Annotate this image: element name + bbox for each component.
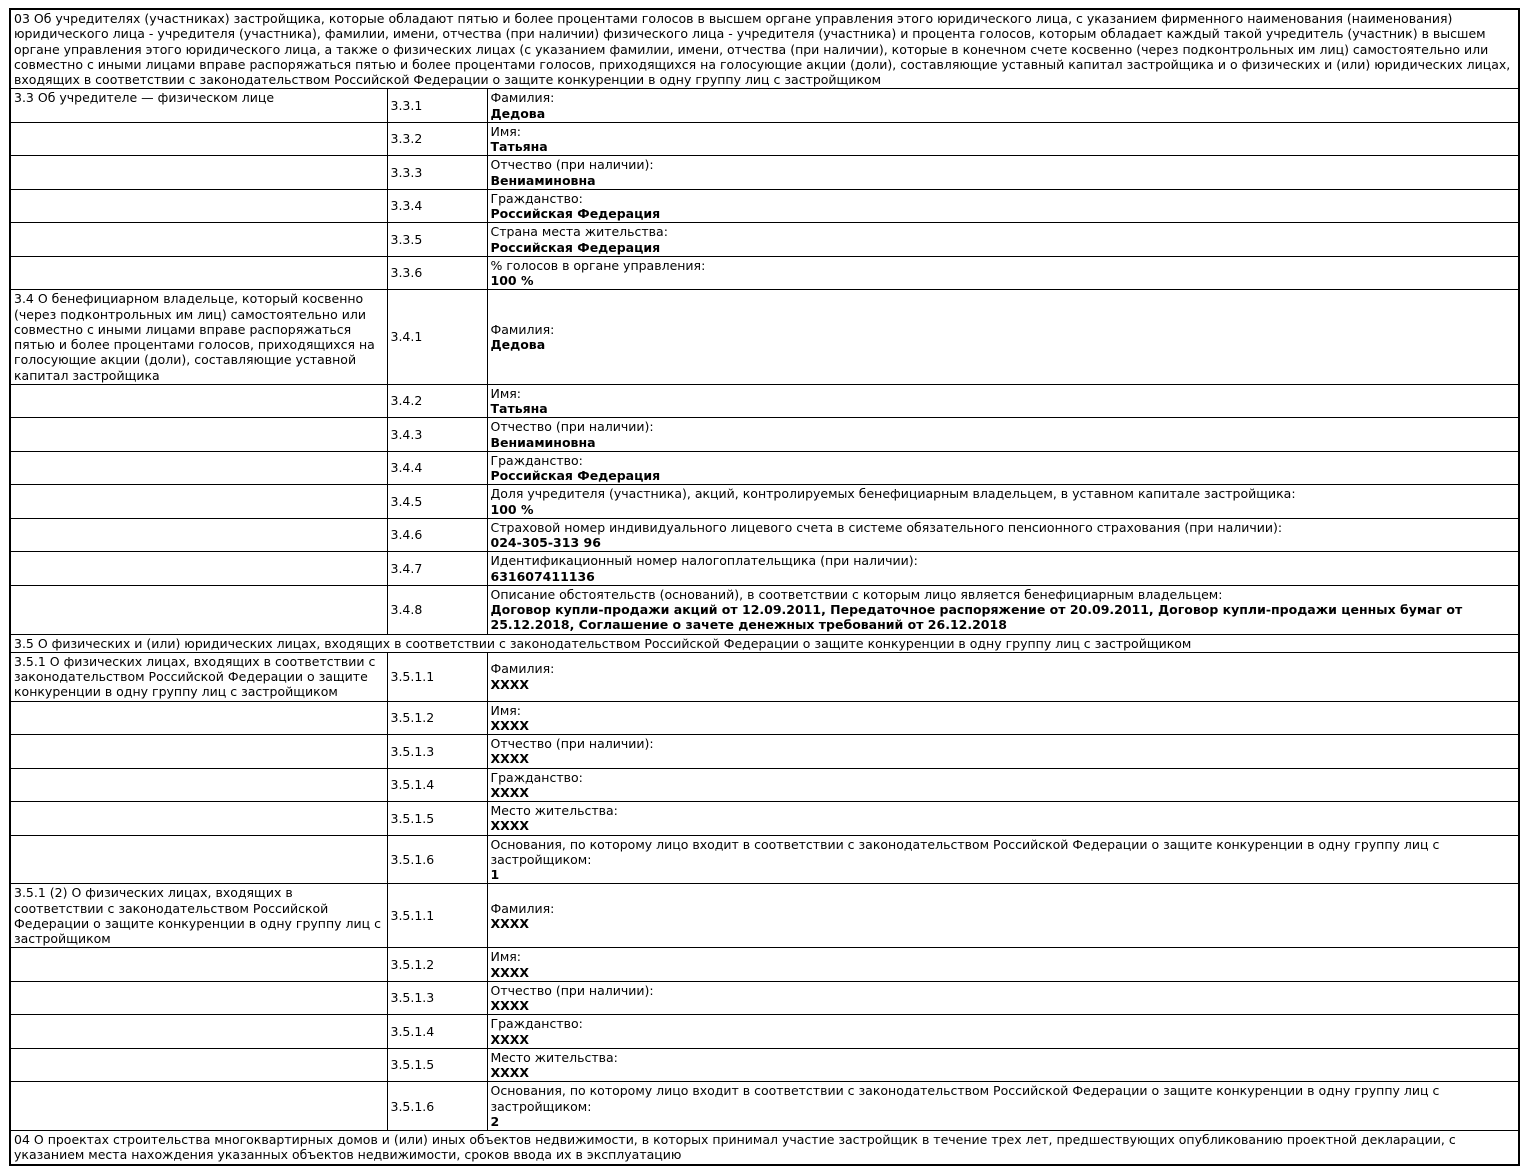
field-cell: [487, 585, 1519, 634]
field-cell: [487, 735, 1519, 769]
table-row: [10, 122, 1519, 156]
field-label: Гражданство:: [490, 769, 583, 785]
group-title-cell: [10, 701, 387, 735]
group-title-cell: [10, 256, 387, 290]
section-heading-text: 03 Об учредителях (участниках) застройщика, которые обладают пятью и более процентами голосов в высшем органе управления этого юридического лица, с указанием фирменного наименования (наименования) юридического лица - учредителя (участника), фамилии, имени, отчества (при наличии) физического лица - учредителя (участника) и процента голосов, которым обладает каждый такой учредитель (участник) в высшем органе управления этого юридического лица, а также о физических лицах (с указанием фамилии, имени, отчества (при наличии), которые в конечном счете косвенно (через подконтрольных им лиц) самостоятельно или совместно с иными лицами вправе распоряжаться пятью и более процентами голосов, приходящихся на голосующие акции (доли), составляющие уставный капитал застройщика и о физических и (или) юридических лицах, входящих в соответствии с законодательством Российской Федерации о защите конкуренции в одну группу лиц с застройщиком: [10, 9, 1519, 89]
field-value: 100 %: [490, 501, 534, 517]
table-row: [10, 485, 1519, 519]
item-code-cell: 3.4.2: [387, 384, 487, 418]
item-code-cell: 3.5.1.3: [387, 735, 487, 769]
group-title-cell: [10, 518, 387, 552]
field-cell: [487, 290, 1519, 385]
item-code-cell: 3.3.1: [387, 89, 487, 123]
field-cell: [487, 451, 1519, 485]
field-value: XXXX: [490, 998, 530, 1013]
group-title-cell: [10, 835, 387, 884]
field-cell: [487, 223, 1519, 257]
item-code-cell: 3.5.1.1: [387, 652, 487, 701]
table-row: [10, 802, 1519, 836]
field-cell: [487, 384, 1519, 418]
field-label: Имя:: [490, 385, 522, 401]
table-row: [10, 418, 1519, 452]
field-value: 631607411136: [490, 568, 595, 584]
table-body: [10, 9, 1519, 1165]
field-label: Гражданство:: [490, 1016, 583, 1032]
field-cell: [487, 835, 1519, 884]
field-value: 024-305-313 96: [490, 535, 601, 550]
group-title-cell: [10, 384, 387, 418]
table-row: [10, 768, 1519, 802]
section-heading-text: 04 О проектах строительства многоквартирных домов и (или) иных объектов недвижимости, в которых принимал участие застройщик в течение трех лет, предшествующих опубликованию проектной декларации, с указанием места нахождения указанных объектов недвижимости, сроков ввода их в эксплуатацию: [10, 1131, 1519, 1165]
table-row: [10, 223, 1519, 257]
group-title-cell: [10, 1048, 387, 1082]
field-cell: [487, 89, 1519, 123]
field-value: Российская Федерация: [490, 468, 661, 483]
field-label: Место жительства:: [490, 803, 618, 818]
group-title-cell: 3.4 О бенефициарном владельце, который косвенно (через подконтрольных им лиц) самостоятельно или совместно с иными лицами вправе распоряжаться пятью и более процентами голосов, приходящихся на голосующие акции (доли), составляющие уставной капитал застройщика: [10, 290, 387, 385]
field-label: Основания, по которому лицо входит в соответствии с законодательством Российской Федерации о защите конкуренции в одну группу лиц с застройщиком:: [490, 1083, 1440, 1114]
field-cell: [487, 768, 1519, 802]
item-code-cell: 3.4.5: [387, 485, 487, 519]
item-code-cell: 3.4.3: [387, 418, 487, 452]
field-cell: [487, 802, 1519, 836]
item-code-cell: 3.5.1.2: [387, 948, 487, 982]
field-label: Доля учредителя (участника), акций, контролируемых бенефициарным владельцем, в уставном капитале застройщика:: [490, 486, 1296, 502]
field-label: Фамилия:: [490, 900, 555, 916]
group-title-cell: [10, 485, 387, 519]
field-label: Страховой номер индивидуального лицевого счета в системе обязательного пенсионного страхования (при наличии):: [490, 519, 1283, 535]
table-row: [10, 835, 1519, 884]
section-row: [10, 634, 1519, 652]
table-row: [10, 884, 1519, 948]
field-value: Дедова: [490, 337, 546, 352]
field-cell: [487, 1082, 1519, 1131]
table-row: [10, 585, 1519, 634]
item-code-cell: 3.5.1.1: [387, 884, 487, 948]
field-cell: [487, 981, 1519, 1015]
field-cell: [487, 418, 1519, 452]
field-value: Татьяна: [490, 139, 548, 154]
item-code-cell: 3.5.1.2: [387, 701, 487, 735]
field-value: XXXX: [490, 784, 530, 800]
field-label: Имя:: [490, 949, 522, 965]
item-code-cell: 3.5.1.4: [387, 768, 487, 802]
table-row: [10, 384, 1519, 418]
group-title-cell: [10, 156, 387, 190]
field-value: Дедова: [490, 105, 546, 121]
field-cell: [487, 701, 1519, 735]
item-code-cell: 3.3.2: [387, 122, 487, 156]
section-heading-text: 3.5 О физических и (или) юридических лицах, входящих в соответствии с законодательством Российской Федерации о защите конкуренции в одну группу лиц с застройщиком: [10, 634, 1519, 652]
item-code-cell: 3.5.1.5: [387, 1048, 487, 1082]
field-value: Вениаминовна: [490, 172, 596, 188]
group-title-cell: [10, 981, 387, 1015]
field-value: XXXX: [490, 1065, 530, 1080]
field-cell: [487, 884, 1519, 948]
group-title-cell: [10, 418, 387, 452]
group-title-cell: 3.5.1 (2) О физических лицах, входящих в соответствии с законодательством Российской Федерации о защите конкуренции в одну группу лиц с застройщиком: [10, 884, 387, 948]
item-code-cell: 3.3.3: [387, 156, 487, 190]
group-title-cell: [10, 122, 387, 156]
item-code-cell: 3.4.8: [387, 585, 487, 634]
group-title-cell: [10, 948, 387, 982]
field-label: Фамилия:: [490, 90, 555, 106]
field-label: Отчество (при наличии):: [490, 982, 654, 998]
field-value: 2: [490, 1113, 500, 1129]
field-label: Основания, по которому лицо входит в соответствии с законодательством Российской Федерации о защите конкуренции в одну группу лиц с застройщиком:: [490, 836, 1440, 867]
group-title-cell: 3.5.1 О физических лицах, входящих в соответствии с законодательством Российской Федерации о защите конкуренции в одну группу лиц с застройщиком: [10, 652, 387, 701]
item-code-cell: 3.5.1.6: [387, 835, 487, 884]
group-title-cell: [10, 451, 387, 485]
table-row: [10, 1082, 1519, 1131]
group-title-cell: [10, 768, 387, 802]
group-title-cell: [10, 223, 387, 257]
field-cell: [487, 552, 1519, 586]
table-row: [10, 451, 1519, 485]
group-title-cell: [10, 735, 387, 769]
field-value: Российская Федерация: [490, 239, 661, 255]
group-title-cell: [10, 189, 387, 223]
field-label: Фамилия:: [490, 321, 555, 337]
field-label: % голосов в органе управления:: [490, 257, 706, 273]
field-value: Договор купли-продажи акций от 12.09.2011, Передаточное распоряжение от 20.09.2011, Договор купли-продажи ценных бумаг от 25.12.2018, Соглашение о зачете денежных требований от 26.12.2018: [490, 602, 1463, 633]
field-cell: [487, 518, 1519, 552]
table-row: [10, 156, 1519, 190]
field-label: Гражданство:: [490, 190, 583, 206]
field-cell: [487, 1015, 1519, 1049]
item-code-cell: 3.4.1: [387, 290, 487, 385]
table-row: [10, 1015, 1519, 1049]
field-cell: [487, 156, 1519, 190]
declaration-table: [9, 8, 1520, 1166]
item-code-cell: 3.4.7: [387, 552, 487, 586]
section-row: [10, 9, 1519, 89]
item-code-cell: 3.3.6: [387, 256, 487, 290]
field-cell: [487, 652, 1519, 701]
group-title-cell: [10, 1082, 387, 1131]
field-cell: [487, 948, 1519, 982]
item-code-cell: 3.4.6: [387, 518, 487, 552]
field-value: XXXX: [490, 1031, 530, 1047]
table-row: [10, 981, 1519, 1015]
field-cell: [487, 189, 1519, 223]
field-value: Российская Федерация: [490, 206, 661, 221]
field-value: XXXX: [490, 751, 530, 767]
table-row: [10, 948, 1519, 982]
field-value: Вениаминовна: [490, 434, 596, 450]
field-value: 100 %: [490, 273, 534, 288]
field-label: Место жительства:: [490, 1049, 618, 1065]
field-label: Имя:: [490, 123, 522, 139]
item-code-cell: 3.5.1.4: [387, 1015, 487, 1049]
field-value: XXXX: [490, 964, 530, 980]
table-row: [10, 89, 1519, 123]
field-value: XXXX: [490, 676, 530, 692]
field-value: XXXX: [490, 915, 530, 931]
table-row: [10, 701, 1519, 735]
field-cell: [487, 256, 1519, 290]
field-label: Отчество (при наличии):: [490, 419, 654, 435]
item-code-cell: 3.5.1.3: [387, 981, 487, 1015]
group-title-cell: [10, 1015, 387, 1049]
field-value: XXXX: [490, 717, 530, 733]
field-value: XXXX: [490, 818, 530, 834]
field-label: Имя:: [490, 702, 522, 718]
field-label: Идентификационный номер налогоплательщика (при наличии):: [490, 553, 918, 569]
section-row: [10, 1131, 1519, 1165]
field-cell: [487, 122, 1519, 156]
field-label: Описание обстоятельств (оснований), в соответствии с которым лицо является бенефициарным владельцем:: [490, 586, 1223, 602]
field-label: Гражданство:: [490, 452, 583, 468]
field-label: Страна места жительства:: [490, 224, 668, 240]
table-row: [10, 518, 1519, 552]
table-row: [10, 652, 1519, 701]
group-title-cell: [10, 552, 387, 586]
field-value: Татьяна: [490, 401, 548, 416]
table-row: [10, 552, 1519, 586]
group-title-cell: [10, 585, 387, 634]
field-cell: [487, 1048, 1519, 1082]
group-title-cell: [10, 802, 387, 836]
field-value: 1: [490, 867, 500, 882]
field-label: Отчество (при наличии):: [490, 736, 654, 751]
table-row: [10, 1048, 1519, 1082]
field-cell: [487, 485, 1519, 519]
item-code-cell: 3.5.1.5: [387, 802, 487, 836]
group-title-cell: 3.3 Об учредителе — физическом лице: [10, 89, 387, 123]
table-row: [10, 189, 1519, 223]
table-row: [10, 735, 1519, 769]
item-code-cell: 3.4.4: [387, 451, 487, 485]
field-label: Фамилия:: [490, 661, 555, 677]
item-code-cell: 3.5.1.6: [387, 1082, 487, 1131]
item-code-cell: 3.3.4: [387, 189, 487, 223]
field-label: Отчество (при наличии):: [490, 157, 654, 173]
table-row: [10, 290, 1519, 385]
item-code-cell: 3.3.5: [387, 223, 487, 257]
table-row: [10, 256, 1519, 290]
